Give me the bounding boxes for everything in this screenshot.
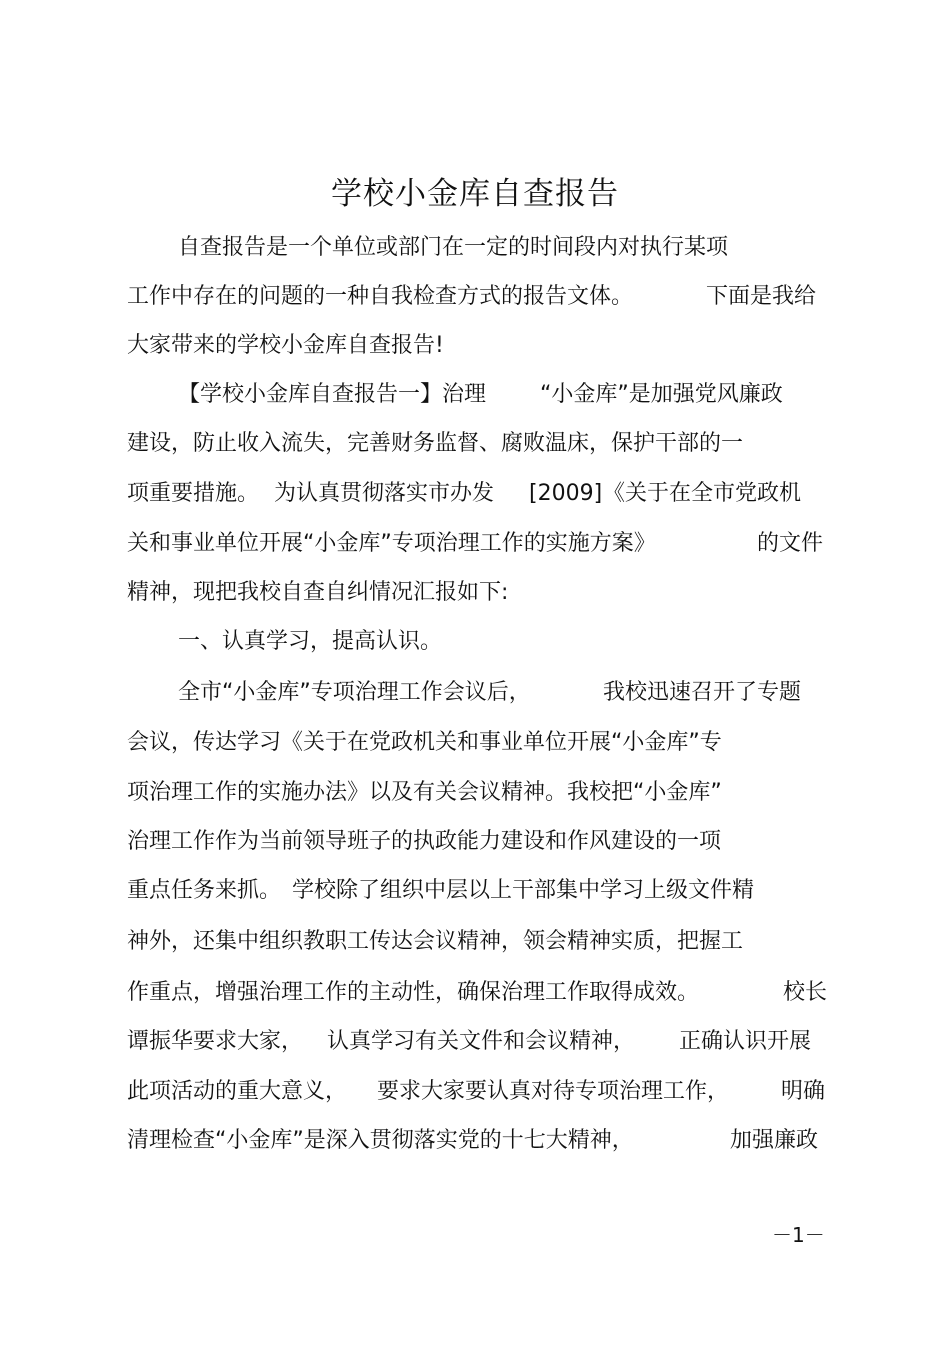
text-segment: 治理工作作为当前领导班子的执政能力建设和作风建设的一项 (127, 829, 722, 854)
paragraph-line (0, 1025, 950, 1059)
text-segment: 明确 (781, 1079, 826, 1104)
text-segment: [2009] (529, 481, 603, 506)
text-segment: 大家带来的学校小金库自查报告! (127, 333, 444, 358)
text-segment: 校长 (783, 980, 828, 1005)
text-segment: 项治理工作的实施办法》以及有关会议精神。我校把“小金库” (127, 780, 722, 805)
text-segment: 作重点，增强治理工作的主动性，确保治理工作取得成效。 (127, 980, 700, 1005)
paragraph-line (0, 527, 950, 561)
text-segment: 的文件 (757, 531, 824, 556)
text-segment: 全市“小金库”专项治理工作会议后， (178, 680, 531, 705)
paragraph-line (0, 625, 950, 659)
paragraph-line (0, 925, 950, 959)
document-title: 学校小金库自查报告 (331, 176, 619, 212)
text-segment: 认真学习有关文件和会议精神， (327, 1029, 636, 1054)
text-segment: 此项活动的重大意义， (127, 1079, 348, 1104)
paragraph-line (0, 976, 950, 1010)
paragraph-line (0, 477, 950, 511)
paragraph-line (0, 1075, 950, 1109)
text-segment: 重点任务来抓。 (127, 878, 282, 903)
paragraph-line (0, 825, 950, 859)
text-segment: 谭振华要求大家， (127, 1029, 304, 1054)
text-segment: 加强廉政 (730, 1128, 819, 1153)
paragraph-line (0, 776, 950, 810)
text-segment: 项重要措施。 (127, 481, 260, 506)
text-segment: 学校除了组织中层以上干部集中学习上级文件精 (292, 878, 755, 903)
page-number: －1－ (772, 1223, 825, 1247)
text-segment: 神外，还集中组织教职工传达会议精神，领会精神实质，把握工 (127, 929, 744, 954)
text-segment: 《关于在全市党政机 (603, 481, 802, 506)
paragraph-line (0, 726, 950, 760)
paragraph-line (0, 576, 950, 610)
paragraph-line (0, 231, 950, 265)
text-segment: 【学校小金库自查报告一】治理 (178, 382, 487, 407)
paragraph-line (0, 280, 950, 314)
text-segment: “小金库”是加强党风廉政 (540, 382, 783, 407)
text-segment: 建设，防止收入流失，完善财务监督、腐败温床，保护干部的一 (127, 431, 744, 456)
text-segment: 自查报告是一个单位或部门在一定的时间段内对执行某项 (178, 235, 729, 260)
paragraph-line (0, 1124, 950, 1158)
text-segment: 精神，现把我校自查自纠情况汇报如下: (127, 580, 509, 605)
text-segment: 我校迅速召开了专题 (603, 680, 802, 705)
paragraph-line (0, 378, 950, 412)
paragraph-line (0, 676, 950, 710)
text-segment: 清理检查“小金库”是深入贯彻落实党的十七大精神， (127, 1128, 634, 1153)
text-segment: 要求大家要认真对待专项治理工作， (377, 1079, 730, 1104)
text-segment: 关和事业单位开展“小金库”专项治理工作的实施方案》 (127, 531, 656, 556)
text-segment: 一、认真学习，提高认识。 (178, 629, 443, 654)
paragraph-line (0, 329, 950, 363)
text-segment: 工作中存在的问题的一种自我检查方式的报告文体。 (127, 284, 634, 309)
text-segment: 正确认识开展 (679, 1029, 812, 1054)
paragraph-line (0, 874, 950, 908)
text-segment: 会议，传达学习《关于在党政机关和事业单位开展“小金库”专 (127, 730, 722, 755)
text-segment: 为认真贯彻落实市办发 (274, 481, 495, 506)
text-segment: 下面是我给 (706, 284, 817, 309)
paragraph-line (0, 427, 950, 461)
